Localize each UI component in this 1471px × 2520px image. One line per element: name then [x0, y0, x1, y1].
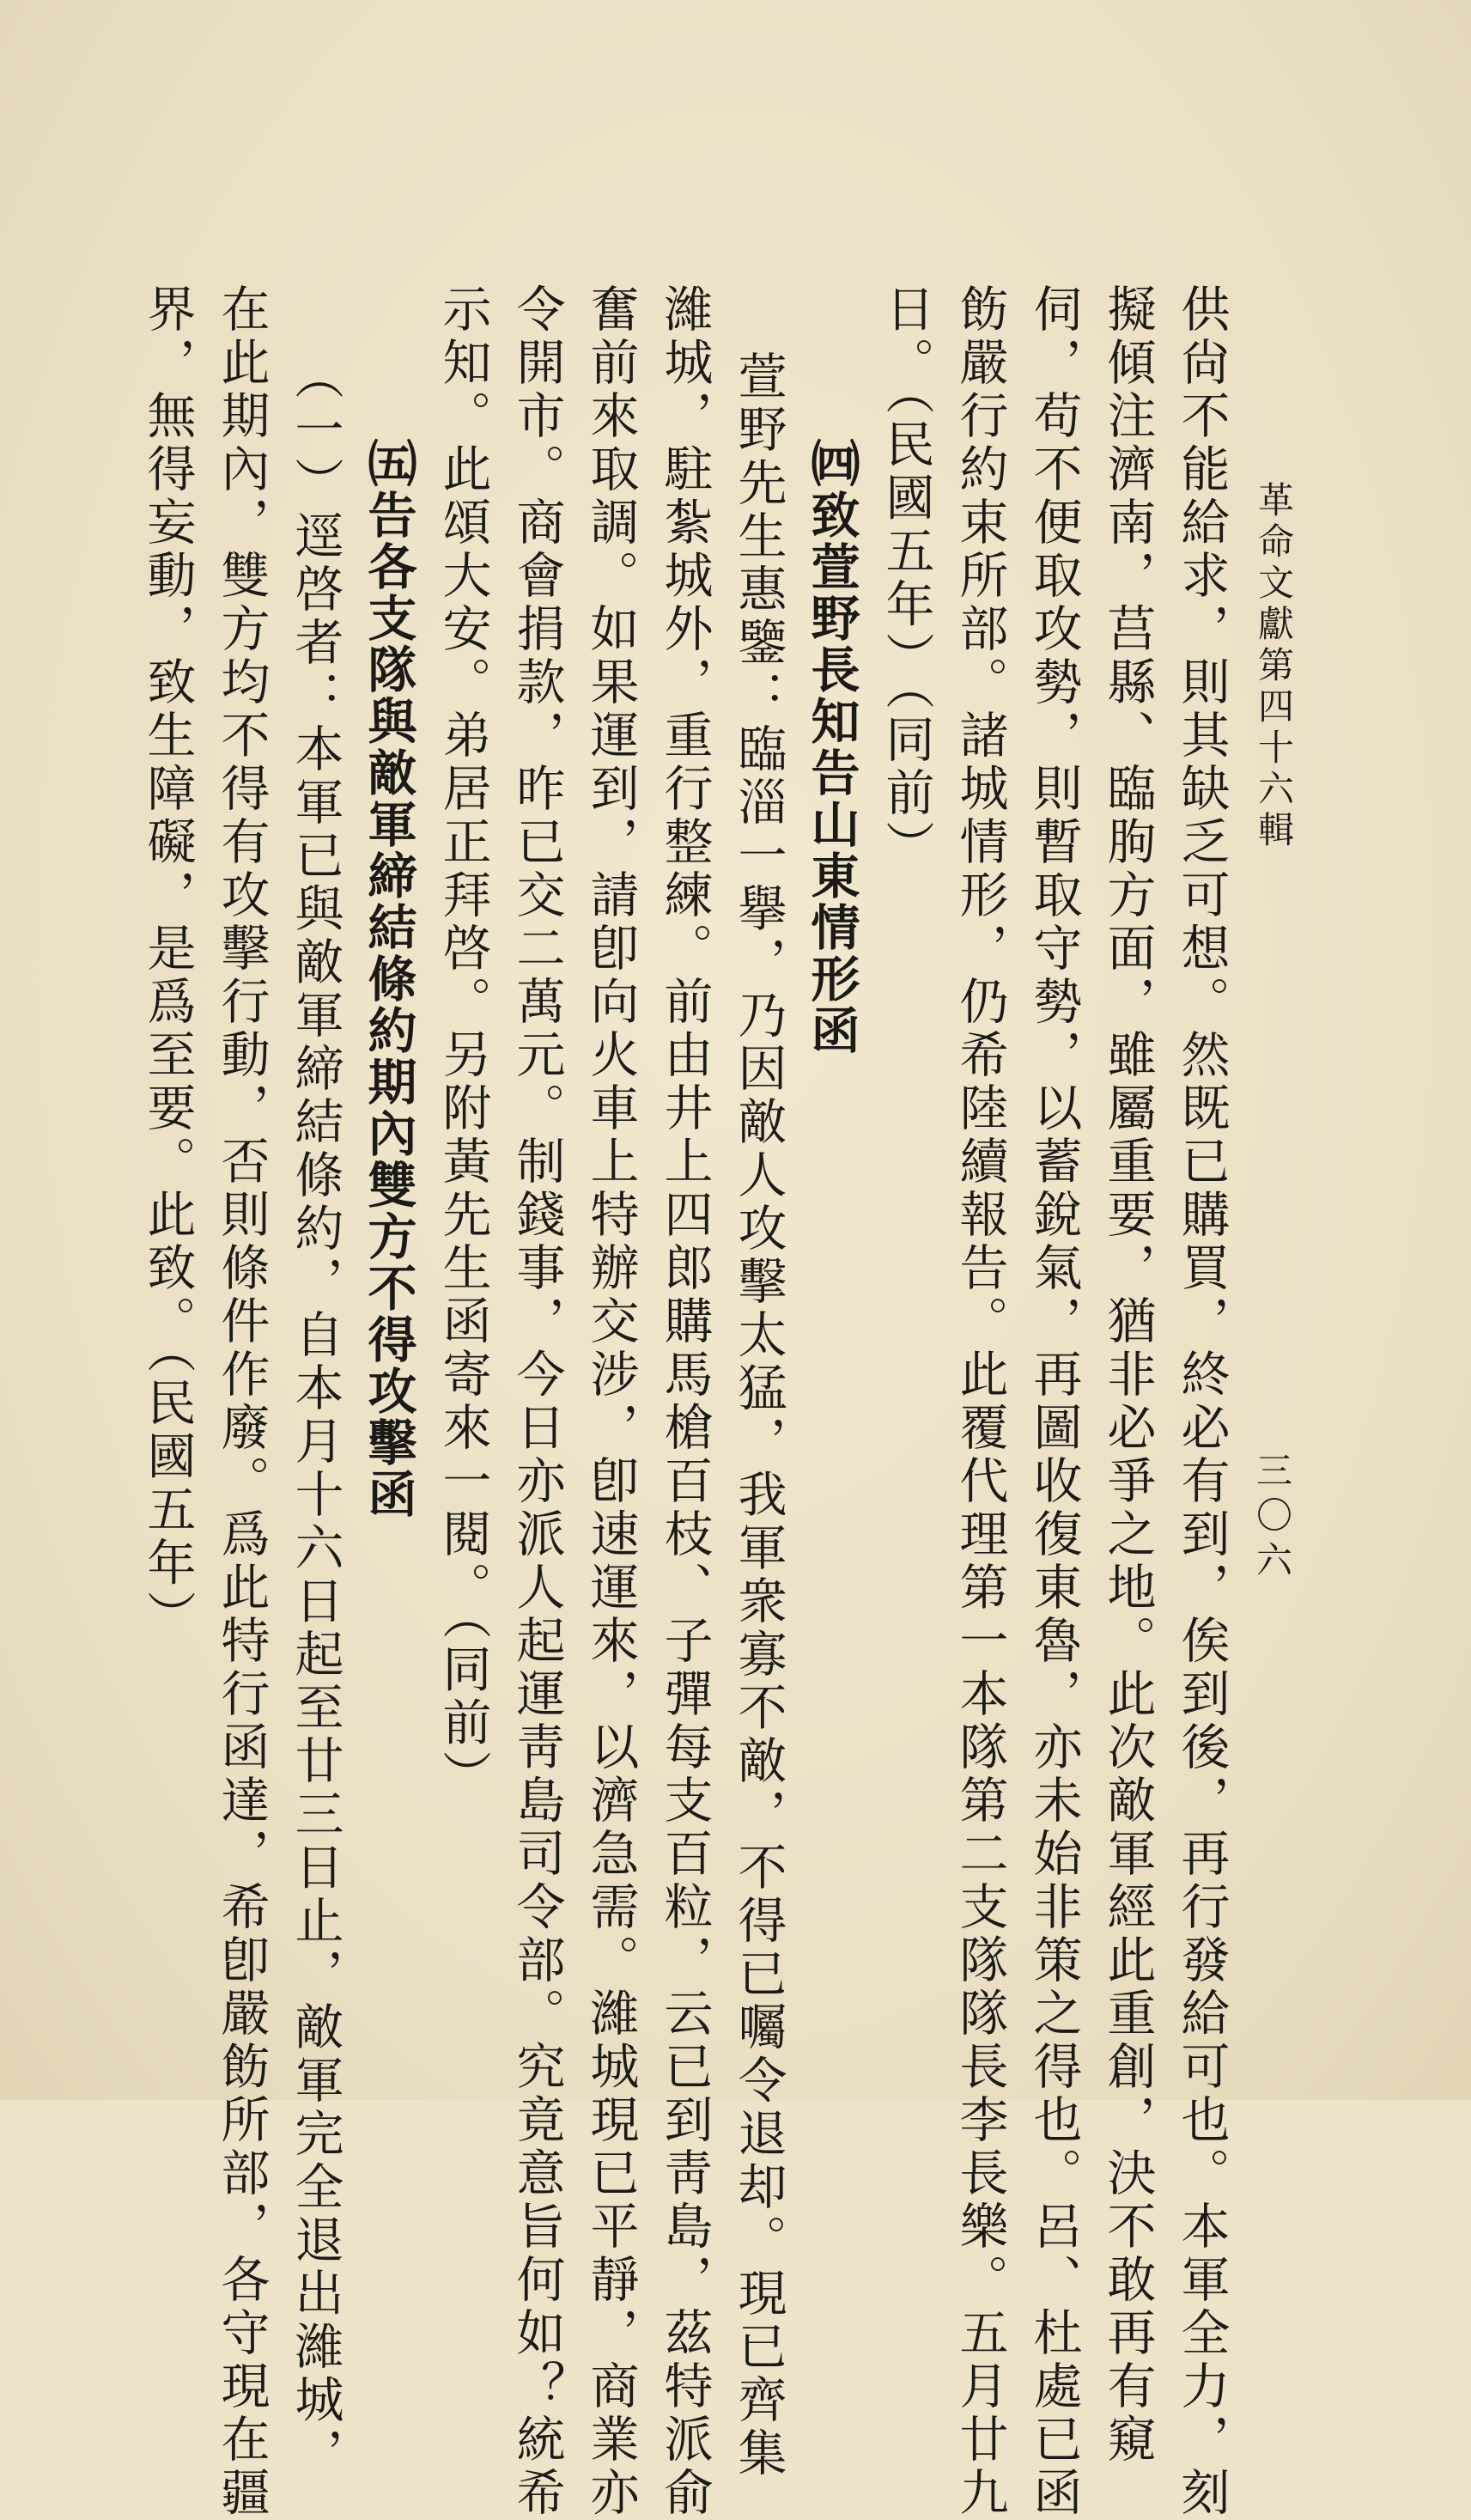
text-column-15: 界，無得妄動，致生障礙，是爲至要。此致。（民國五年） — [139, 283, 196, 1644]
section-heading-5: ㈤告各支隊與敵軍締結條約期內雙方不得攻擊函 — [360, 438, 417, 1520]
text-column-7: 萱野先生惠鑒：臨淄一擧，乃因敵人攻擊太猛，我軍衆寡不敵，不得已囑令退却。現已齊集 — [730, 350, 787, 2480]
section-heading-4: ㈣致萱野長知告山東情形函 — [803, 438, 860, 1056]
text-column-1: 供尙不能給求，則其缺乏可想。然既已購買，終必有到，俟到後，再行發給可也。本軍全力，刻 — [1173, 283, 1230, 2520]
text-column-13: （一）逕啓者：本軍已與敵軍締結條約，自本月十六日起至廿三日止，敵軍完全退出濰城， — [287, 350, 343, 2480]
text-column-10: 令開市。商會捐款，昨已交二萬元。制錢事，今日亦派人起運靑島司令部。究竟意旨何如？統希 — [508, 283, 565, 2520]
page-number: 三〇六 — [1251, 1452, 1293, 1586]
text-column-14: 在此期內，雙方均不得有攻擊行動，否則條件作廢。爲此特行函達，希卽嚴飭所部，各守現在疆 — [213, 283, 270, 2520]
text-column-8: 濰城，駐紮城外，重行整練。前由井上四郎購馬槍百枝、子彈每支百粒，云已到靑島，茲特派俞 — [656, 283, 713, 2520]
text-column-11: 示知。此頌大安。弟居正拜啓。另附黃先生函寄來一閱。（同前） — [435, 283, 491, 1804]
text-column-9: 奮前來取調。如果運到，請卽向火車上特辦交涉，卽速運來，以濟急需。濰城現已平靜，商業亦 — [582, 283, 639, 2520]
text-column-3: 伺，苟不便取攻勢，則暫取守勢，以蓄銳氣，再圖收復東魯，亦未始非策之得也。呂、杜處已函 — [1025, 283, 1082, 2520]
text-column-4: 飭嚴行約束所部。諸城情形，仍希陸續報告。此覆代理第一本隊第二支隊隊長李長樂。五月廿九 — [951, 283, 1008, 2520]
book-title: 革命文獻第四十六輯 — [1253, 481, 1295, 852]
text-column-5: 日。（民國五年）（同前） — [878, 283, 934, 873]
text-column-2: 擬傾注濟南，莒縣、臨朐方面，雖屬重要，猶非必爭之地。此次敵軍經此重創，決不敢再有窺 — [1099, 283, 1156, 2467]
